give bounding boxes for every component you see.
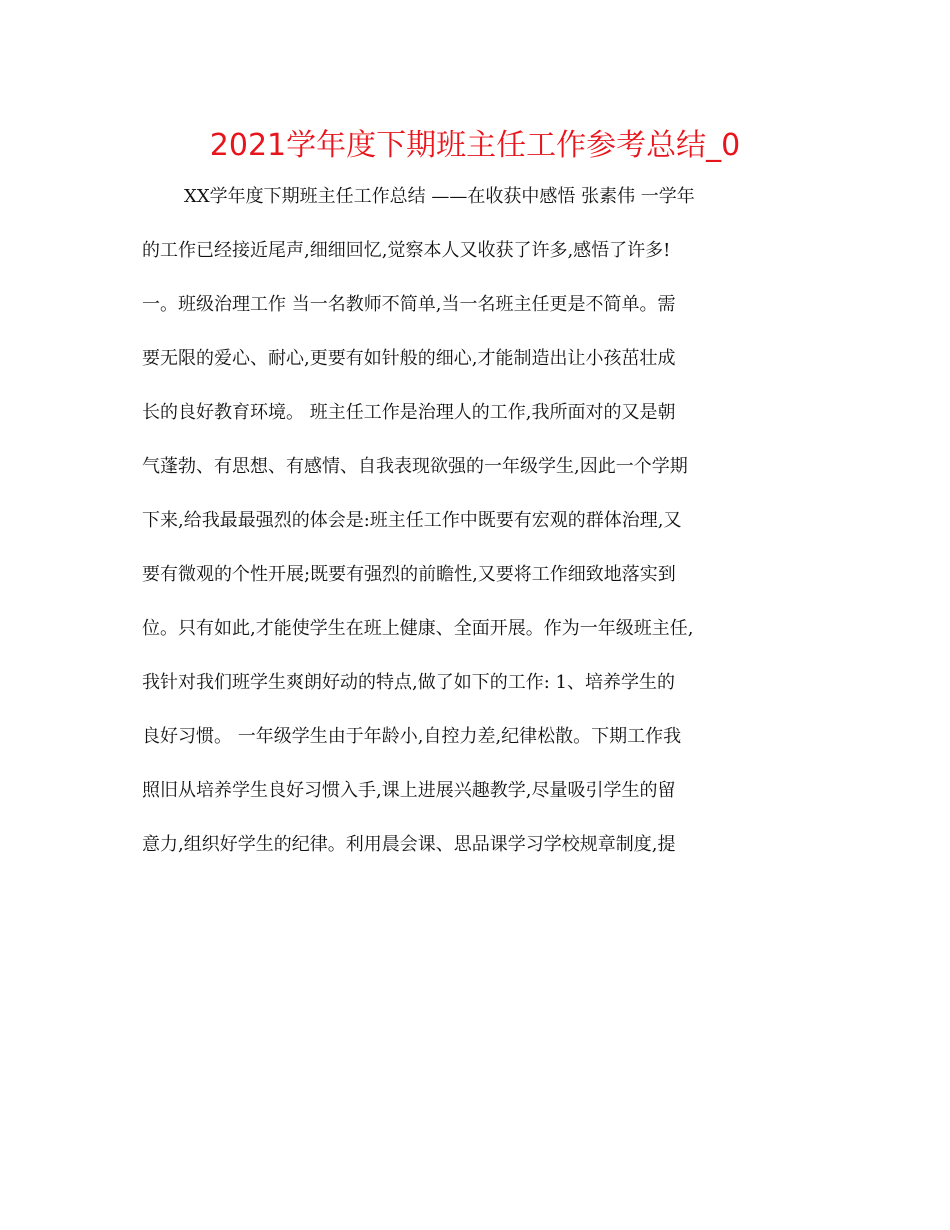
body-line: 良好习惯。 一年级学生由于年龄小,自控力差,纪律松散。下期工作我	[142, 726, 682, 747]
body-line: 照旧从培养学生良好习惯入手,课上进展兴趣教学,尽量吸引学生的留	[142, 780, 676, 801]
body-line: XX学年度下期班主任工作总结 ——在收获中感悟 张素伟 一学年	[184, 186, 695, 207]
body-line: 要有微观的个性开展;既要有强烈的前瞻性,又要将工作细致地落实到	[142, 564, 676, 585]
body-line: 气蓬勃、有思想、有感情、自我表现欲强的一年级学生,因此一个学期	[142, 456, 688, 477]
body-line: 的工作已经接近尾声,细细回忆,觉察本人又收获了许多,感悟了许多!	[142, 240, 671, 261]
body-line: 要无限的爱心、耐心,更要有如针般的细心,才能制造出让小孩茁壮成	[142, 348, 676, 369]
body-line: 下来,给我最最强烈的体会是:班主任工作中既要有宏观的群体治理,又	[142, 510, 682, 531]
body-line: 我针对我们班学生爽朗好动的特点,做了如下的工作: 1、培养学生的	[142, 672, 675, 693]
body-line: 位。只有如此,才能使学生在班上健康、全面开展。作为一年级班主任,	[142, 618, 694, 639]
body-line: 长的良好教育环境。 班主任工作是治理人的工作,我所面对的又是朝	[142, 402, 676, 423]
document-title: 2021学年度下期班主任工作参考总结_0	[209, 128, 741, 163]
document-body	[142, 170, 812, 872]
body-line: 一。班级治理工作 当一名教师不简单,当一名班主任更是不简单。需	[142, 294, 676, 315]
body-line: 意力,组织好学生的纪律。利用晨会课、思品课学习学校规章制度,提	[142, 834, 676, 855]
